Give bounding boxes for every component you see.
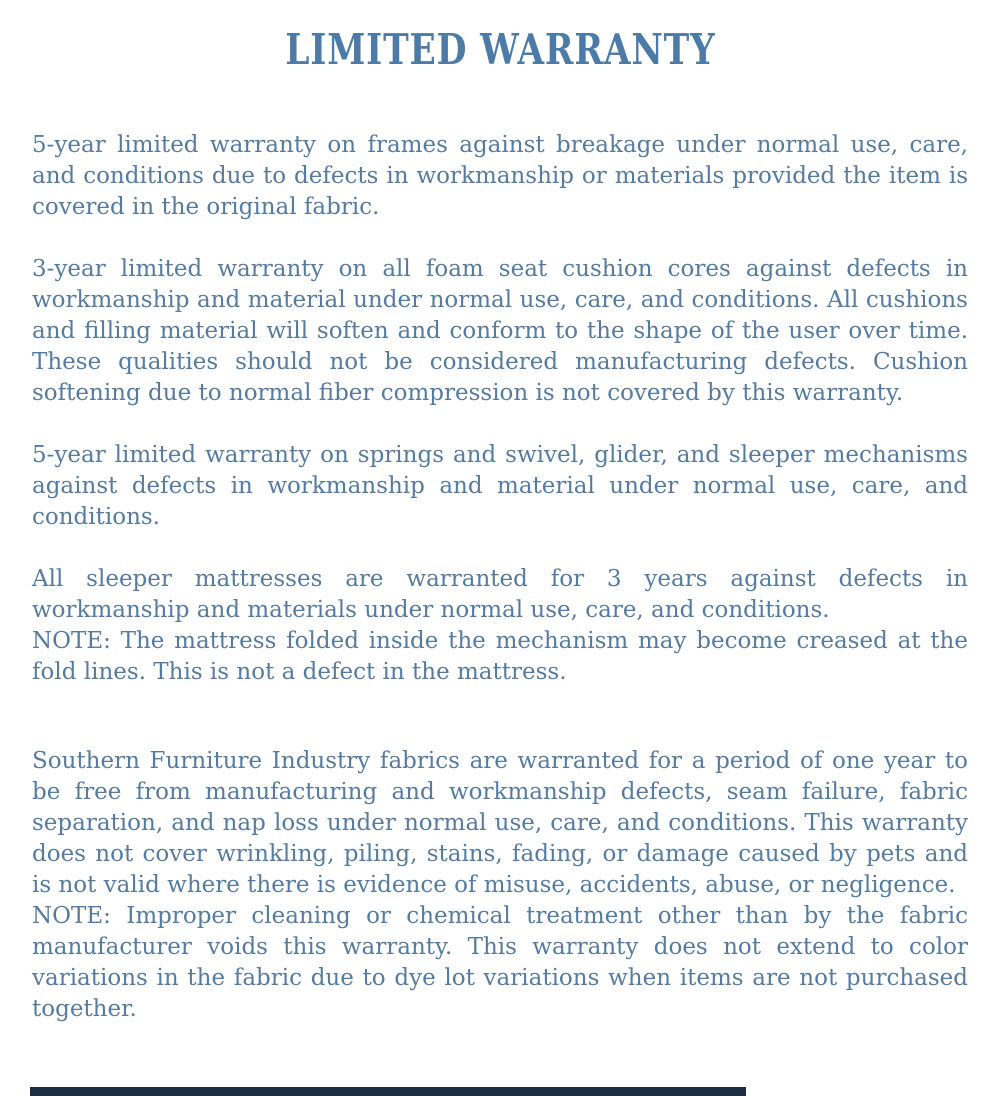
page-title: LIMITED WARRANTY	[284, 25, 716, 74]
paragraph-text: 5-year limited warranty on springs and swivel, glider, and sleeper mechanisms against defects in workmanship and material under normal use, care, and conditions.	[32, 442, 968, 530]
paragraph-frames-warranty	[32, 130, 968, 223]
paragraph-cushion-warranty	[32, 254, 968, 409]
paragraph-mechanisms-warranty	[32, 440, 968, 533]
paragraph-note-text: NOTE: Improper cleaning or chemical treatment other than by the fabric manufacturer voids this warranty. This warranty does not extend to color variations in the fabric due to dye lot variations when items are not purchased together.	[32, 903, 968, 1022]
bottom-bar	[30, 1087, 746, 1096]
title-container	[32, 26, 968, 76]
paragraph-sleeper-mattress-warranty	[32, 564, 968, 688]
paragraph-text: 3-year limited warranty on all foam seat cushion cores against defects in workmanship and material under normal use, care, and conditions. All cushions and filling material will soften and conform to the shape of the user over time. These qualities should not be considered manufacturing defects. Cushion softening due to normal fiber compression is not covered by this warranty.	[32, 256, 968, 406]
paragraph-note-text: NOTE: The mattress folded inside the mechanism may become creased at the fold lines. This is not a defect in the mattress.	[32, 628, 968, 685]
warranty-document	[0, 26, 1000, 1025]
paragraph-fabric-warranty	[32, 746, 968, 1025]
paragraph-text: Southern Furniture Industry fabrics are warranted for a period of one year to be free from manufacturing and workmanship defects, seam failure, fabric separation, and nap loss under normal use, care, and conditions. This warranty does not cover wrinkling, piling, stains, fading, or damage caused by pets and is not valid where there is evidence of misuse, accidents, abuse, or negligence.	[32, 748, 968, 898]
paragraph-text: 5-year limited warranty on frames against breakage under normal use, care, and conditions due to defects in workmanship or materials provided the item is covered in the original fabric.	[32, 132, 968, 220]
paragraph-text: All sleeper mattresses are warranted for 3 years against defects in workmanship and materials under normal use, care, and conditions.	[32, 566, 968, 623]
